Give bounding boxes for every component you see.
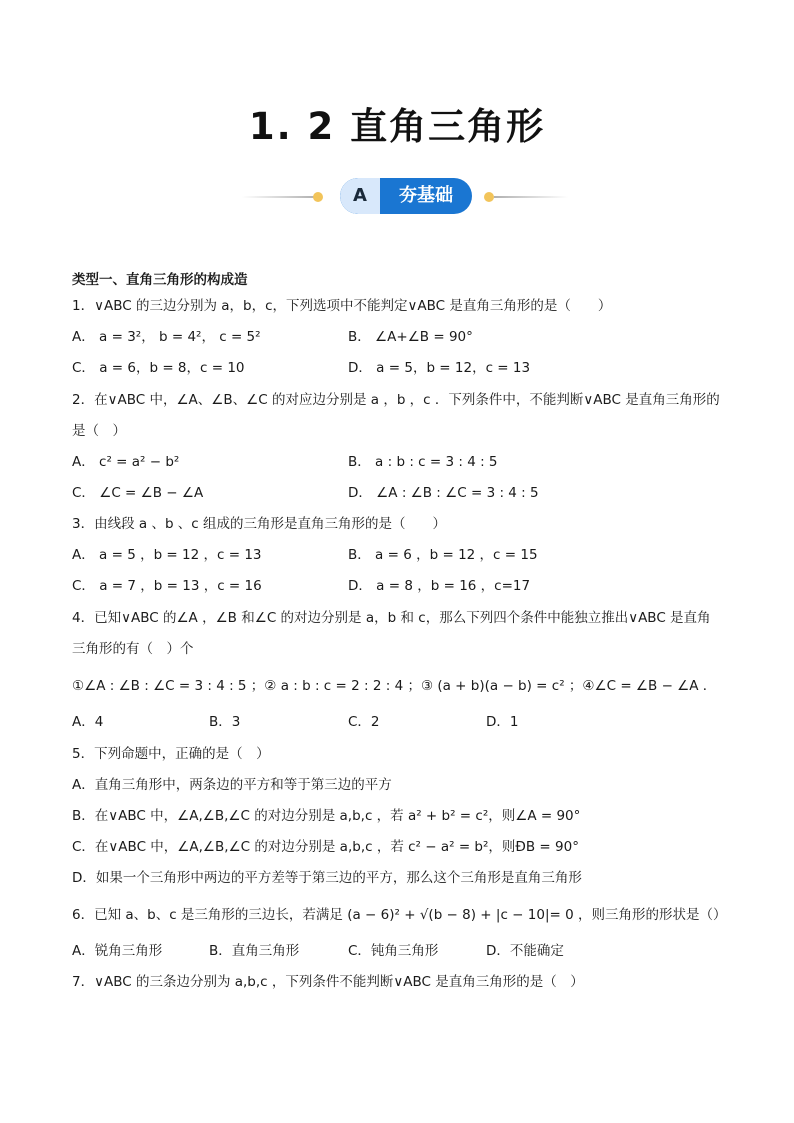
question-1-stem: 1．∨ABC 的三边分别为 a，b，c，下列选项中不能判定∨ABC 是直角三角形的是（ ）: [72, 298, 612, 314]
question-2-option-a: A． c² = a² − b²: [72, 454, 180, 470]
banner-dot-right: [484, 192, 494, 202]
section-heading: 类型一、直角三角形的构成造: [72, 272, 248, 288]
question-4-stem: 4．已知∨ABC 的∠A ，∠B 和∠C 的对边分别是 a，b 和 c，那么下列四个条件中能独立推出∨ABC 是直角: [72, 610, 711, 626]
question-5-option-a: A．直角三角形中，两条边的平方和等于第三边的平方: [72, 777, 392, 793]
question-6-option-b: B．直角三角形: [209, 943, 300, 959]
question-4-option-a: A．4: [72, 714, 104, 730]
question-6-option-d: D．不能确定: [486, 943, 564, 959]
question-3-option-a: A． a = 5 ，b = 12 ，c = 13: [72, 547, 262, 563]
question-4-option-b: B．3: [209, 714, 241, 730]
question-2-stem-cont: 是（ ）: [72, 423, 126, 439]
question-5-option-c: C．在∨ABC 中，∠A,∠B,∠C 的对边分别是 a,b,c ，若 c² − a² = b²，则ÐB = 90°: [72, 839, 579, 855]
question-6-option-c: C．钝角三角形: [348, 943, 439, 959]
question-2-stem: 2．在∨ABC 中，∠A、∠B、∠C 的对应边分别是 a ，b ，c ．下列条件中，不能判断∨ABC 是直角三角形的: [72, 392, 720, 408]
question-4-conditions: ①∠A : ∠B : ∠C = 3 : 4 : 5 ；② a : b : c = 2 : 2 : 4 ；③ (a + b)(a − b) = c² ；④∠C = ∠B − ∠A ．: [72, 678, 717, 694]
question-2-option-b: B． a : b : c = 3 : 4 : 5: [348, 454, 498, 470]
question-3-option-c: C． a = 7 ，b = 13 ，c = 16: [72, 578, 262, 594]
section-banner: [0, 178, 794, 214]
question-5-option-d: D．如果一个三角形中两边的平方差等于第三边的平方，那么这个三角形是直角三角形: [72, 870, 582, 886]
question-3-option-b: B． a = 6 ，b = 12 ，c = 15: [348, 547, 538, 563]
banner-dot-left: [313, 192, 323, 202]
question-2-option-c: C． ∠C = ∠B − ∠A: [72, 485, 204, 501]
question-4-option-c: C．2: [348, 714, 380, 730]
question-3-option-d: D． a = 8 ，b = 16 ，c=17: [348, 578, 531, 594]
banner-line-right: [494, 196, 568, 198]
page-title: 1. 2 直角三角形: [248, 105, 546, 148]
banner-letter: A: [340, 178, 380, 214]
question-4-option-d: D．1: [486, 714, 519, 730]
banner-line-left: [242, 196, 316, 198]
question-2-option-d: D． ∠A : ∠B : ∠C = 3 : 4 : 5: [348, 485, 539, 501]
question-3-stem: 3．由线段 a 、b 、c 组成的三角形是直角三角形的是（ ）: [72, 516, 447, 532]
question-1-option-b: B． ∠A+∠B = 90°: [348, 329, 473, 345]
question-4-stem-cont: 三角形的有（ ）个: [72, 641, 194, 657]
question-5-stem: 5．下列命题中，正确的是（ ）: [72, 746, 270, 762]
question-1-option-a: A． a = 3²， b = 4²， c = 5²: [72, 329, 261, 345]
question-5-option-b: B．在∨ABC 中，∠A,∠B,∠C 的对边分别是 a,b,c ，若 a² + b² = c²，则∠A = 90°: [72, 808, 581, 824]
question-1-option-d: D． a = 5，b = 12，c = 13: [348, 360, 531, 376]
question-1-option-c: C． a = 6，b = 8，c = 10: [72, 360, 245, 376]
question-6-stem: 6．已知 a、b、c 是三角形的三边长，若满足 (a − 6)² + √(b − 8) + |c − 10|= 0 ，则三角形的形状是（）: [72, 907, 727, 923]
question-7-stem: 7．∨ABC 的三条边分别为 a,b,c ，下列条件不能判断∨ABC 是直角三角形的是（ ）: [72, 974, 584, 990]
banner-pill: [340, 178, 472, 214]
question-6-option-a: A．锐角三角形: [72, 943, 163, 959]
banner-label: 夯基础: [399, 185, 453, 206]
